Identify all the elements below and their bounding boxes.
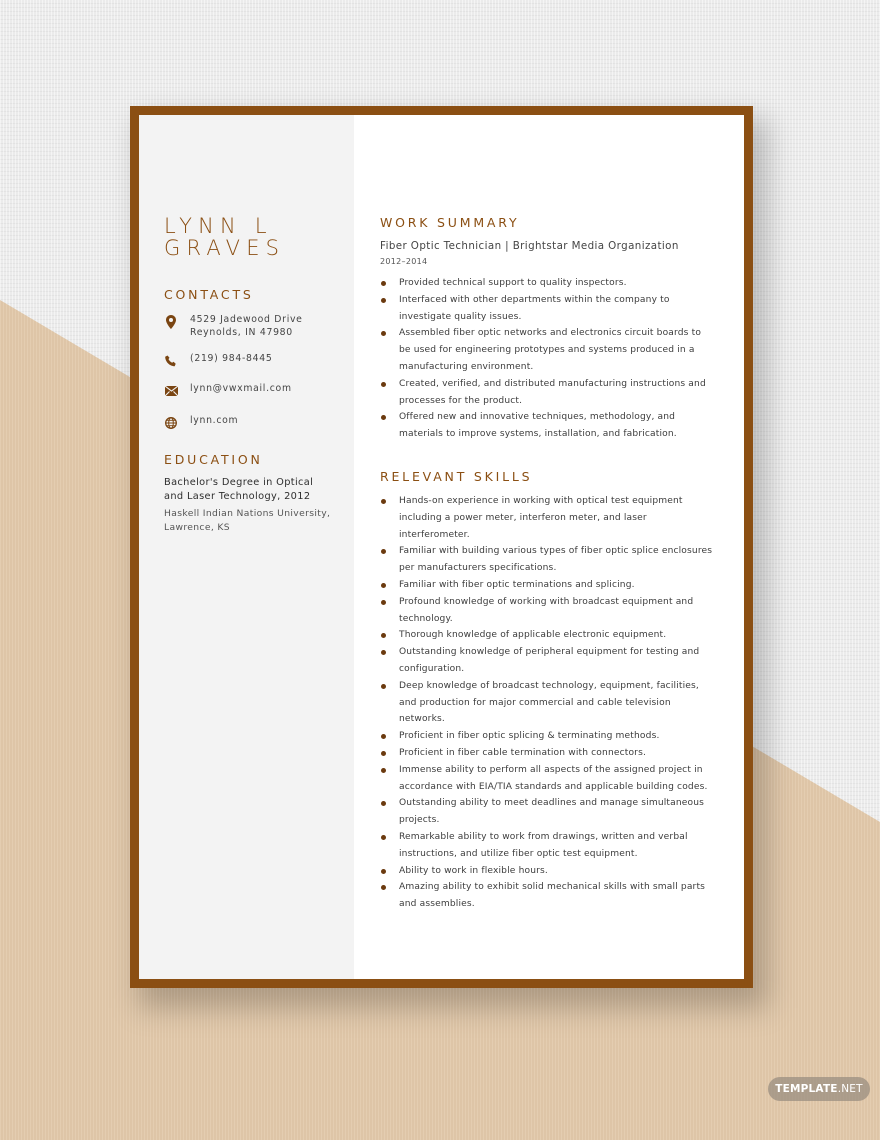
resume-sidebar bbox=[139, 115, 354, 979]
skills-bullets bbox=[380, 493, 714, 913]
list-item: Outstanding knowledge of peripheral equipment for testing and configuration. bbox=[380, 644, 714, 678]
list-item: Familiar with fiber optic terminations and splicing. bbox=[380, 577, 714, 594]
phone-text: (219) 984-8445 bbox=[190, 353, 273, 364]
education-school: Haskell Indian Nations University, Lawrence, KS bbox=[164, 508, 331, 533]
contact-address bbox=[164, 314, 354, 339]
contact-phone bbox=[164, 353, 354, 368]
watermark-light: .NET bbox=[837, 1083, 863, 1095]
list-item: Thorough knowledge of applicable electronic equipment. bbox=[380, 627, 714, 644]
candidate-name bbox=[164, 215, 354, 259]
email-text[interactable]: lynn@vwxmail.com bbox=[190, 383, 292, 394]
list-item: Ability to work in flexible hours. bbox=[380, 863, 714, 880]
globe-icon bbox=[164, 416, 178, 430]
contact-email bbox=[164, 383, 354, 398]
list-item: Proficient in fiber optic splicing & terminating methods. bbox=[380, 728, 714, 745]
work-bullets bbox=[380, 275, 714, 443]
list-item: Created, verified, and distributed manufacturing instructions and processes for the product. bbox=[380, 376, 714, 410]
list-item: Immense ability to perform all aspects of the assigned project in accordance with EIA/TIA standards and applicable building codes. bbox=[380, 762, 714, 796]
watermark-bold: TEMPLATE bbox=[775, 1083, 838, 1095]
list-item: Assembled fiber optic networks and electronics circuit boards to be used for engineering prototypes and systems produced in a manufacturing environment. bbox=[380, 325, 714, 375]
list-item: Familiar with building various types of fiber optic splice enclosures per manufacturers specifications. bbox=[380, 543, 714, 577]
resume-frame bbox=[130, 106, 753, 988]
list-item: Hands-on experience in working with optical test equipment including a power meter, interferon meter, and laser interferometer. bbox=[380, 493, 714, 543]
job-dates: 2012–2014 bbox=[380, 257, 428, 266]
list-item: Deep knowledge of broadcast technology, equipment, facilities, and production for major commercial and cable television networks. bbox=[380, 678, 714, 728]
list-item: Provided technical support to quality inspectors. bbox=[380, 275, 714, 292]
template-net-watermark[interactable] bbox=[768, 1077, 870, 1101]
list-item: Offered new and innovative techniques, methodology, and materials to improve systems, installation, and fabrication. bbox=[380, 409, 714, 443]
list-item: Profound knowledge of working with broadcast equipment and technology. bbox=[380, 594, 714, 628]
name-line-1: LYNN L bbox=[164, 214, 273, 238]
list-item: Amazing ability to exhibit solid mechanical skills with small parts and assemblies. bbox=[380, 879, 714, 913]
list-item: Remarkable ability to work from drawings, written and verbal instructions, and utilize fiber optic test equipment. bbox=[380, 829, 714, 863]
envelope-icon bbox=[164, 384, 178, 398]
education-heading: EDUCATION bbox=[164, 452, 263, 467]
resume-page bbox=[139, 115, 744, 979]
job-title: Fiber Optic Technician | Brightstar Media Organization bbox=[380, 240, 679, 252]
resume-main bbox=[354, 115, 744, 979]
list-item: Interfaced with other departments within the company to investigate quality issues. bbox=[380, 292, 714, 326]
contact-website bbox=[164, 415, 354, 430]
education-degree: Bachelor's Degree in Optical and Laser Technology, 2012 bbox=[164, 477, 314, 502]
contacts-heading: CONTACTS bbox=[164, 287, 254, 302]
skills-heading: RELEVANT SKILLS bbox=[380, 468, 533, 484]
name-line-2: GRAVES bbox=[164, 236, 286, 260]
location-pin-icon bbox=[164, 315, 178, 329]
address-line-1: 4529 Jadewood Drive bbox=[190, 314, 303, 325]
phone-icon bbox=[164, 354, 178, 368]
contact-list bbox=[164, 314, 354, 430]
address-text bbox=[190, 314, 303, 339]
website-text[interactable]: lynn.com bbox=[190, 415, 239, 426]
work-summary-heading: WORK SUMMARY bbox=[380, 215, 520, 230]
list-item: Proficient in fiber cable termination with connectors. bbox=[380, 745, 714, 762]
list-item: Outstanding ability to meet deadlines and manage simultaneous projects. bbox=[380, 795, 714, 829]
address-line-2: Reynolds, IN 47980 bbox=[190, 326, 293, 338]
